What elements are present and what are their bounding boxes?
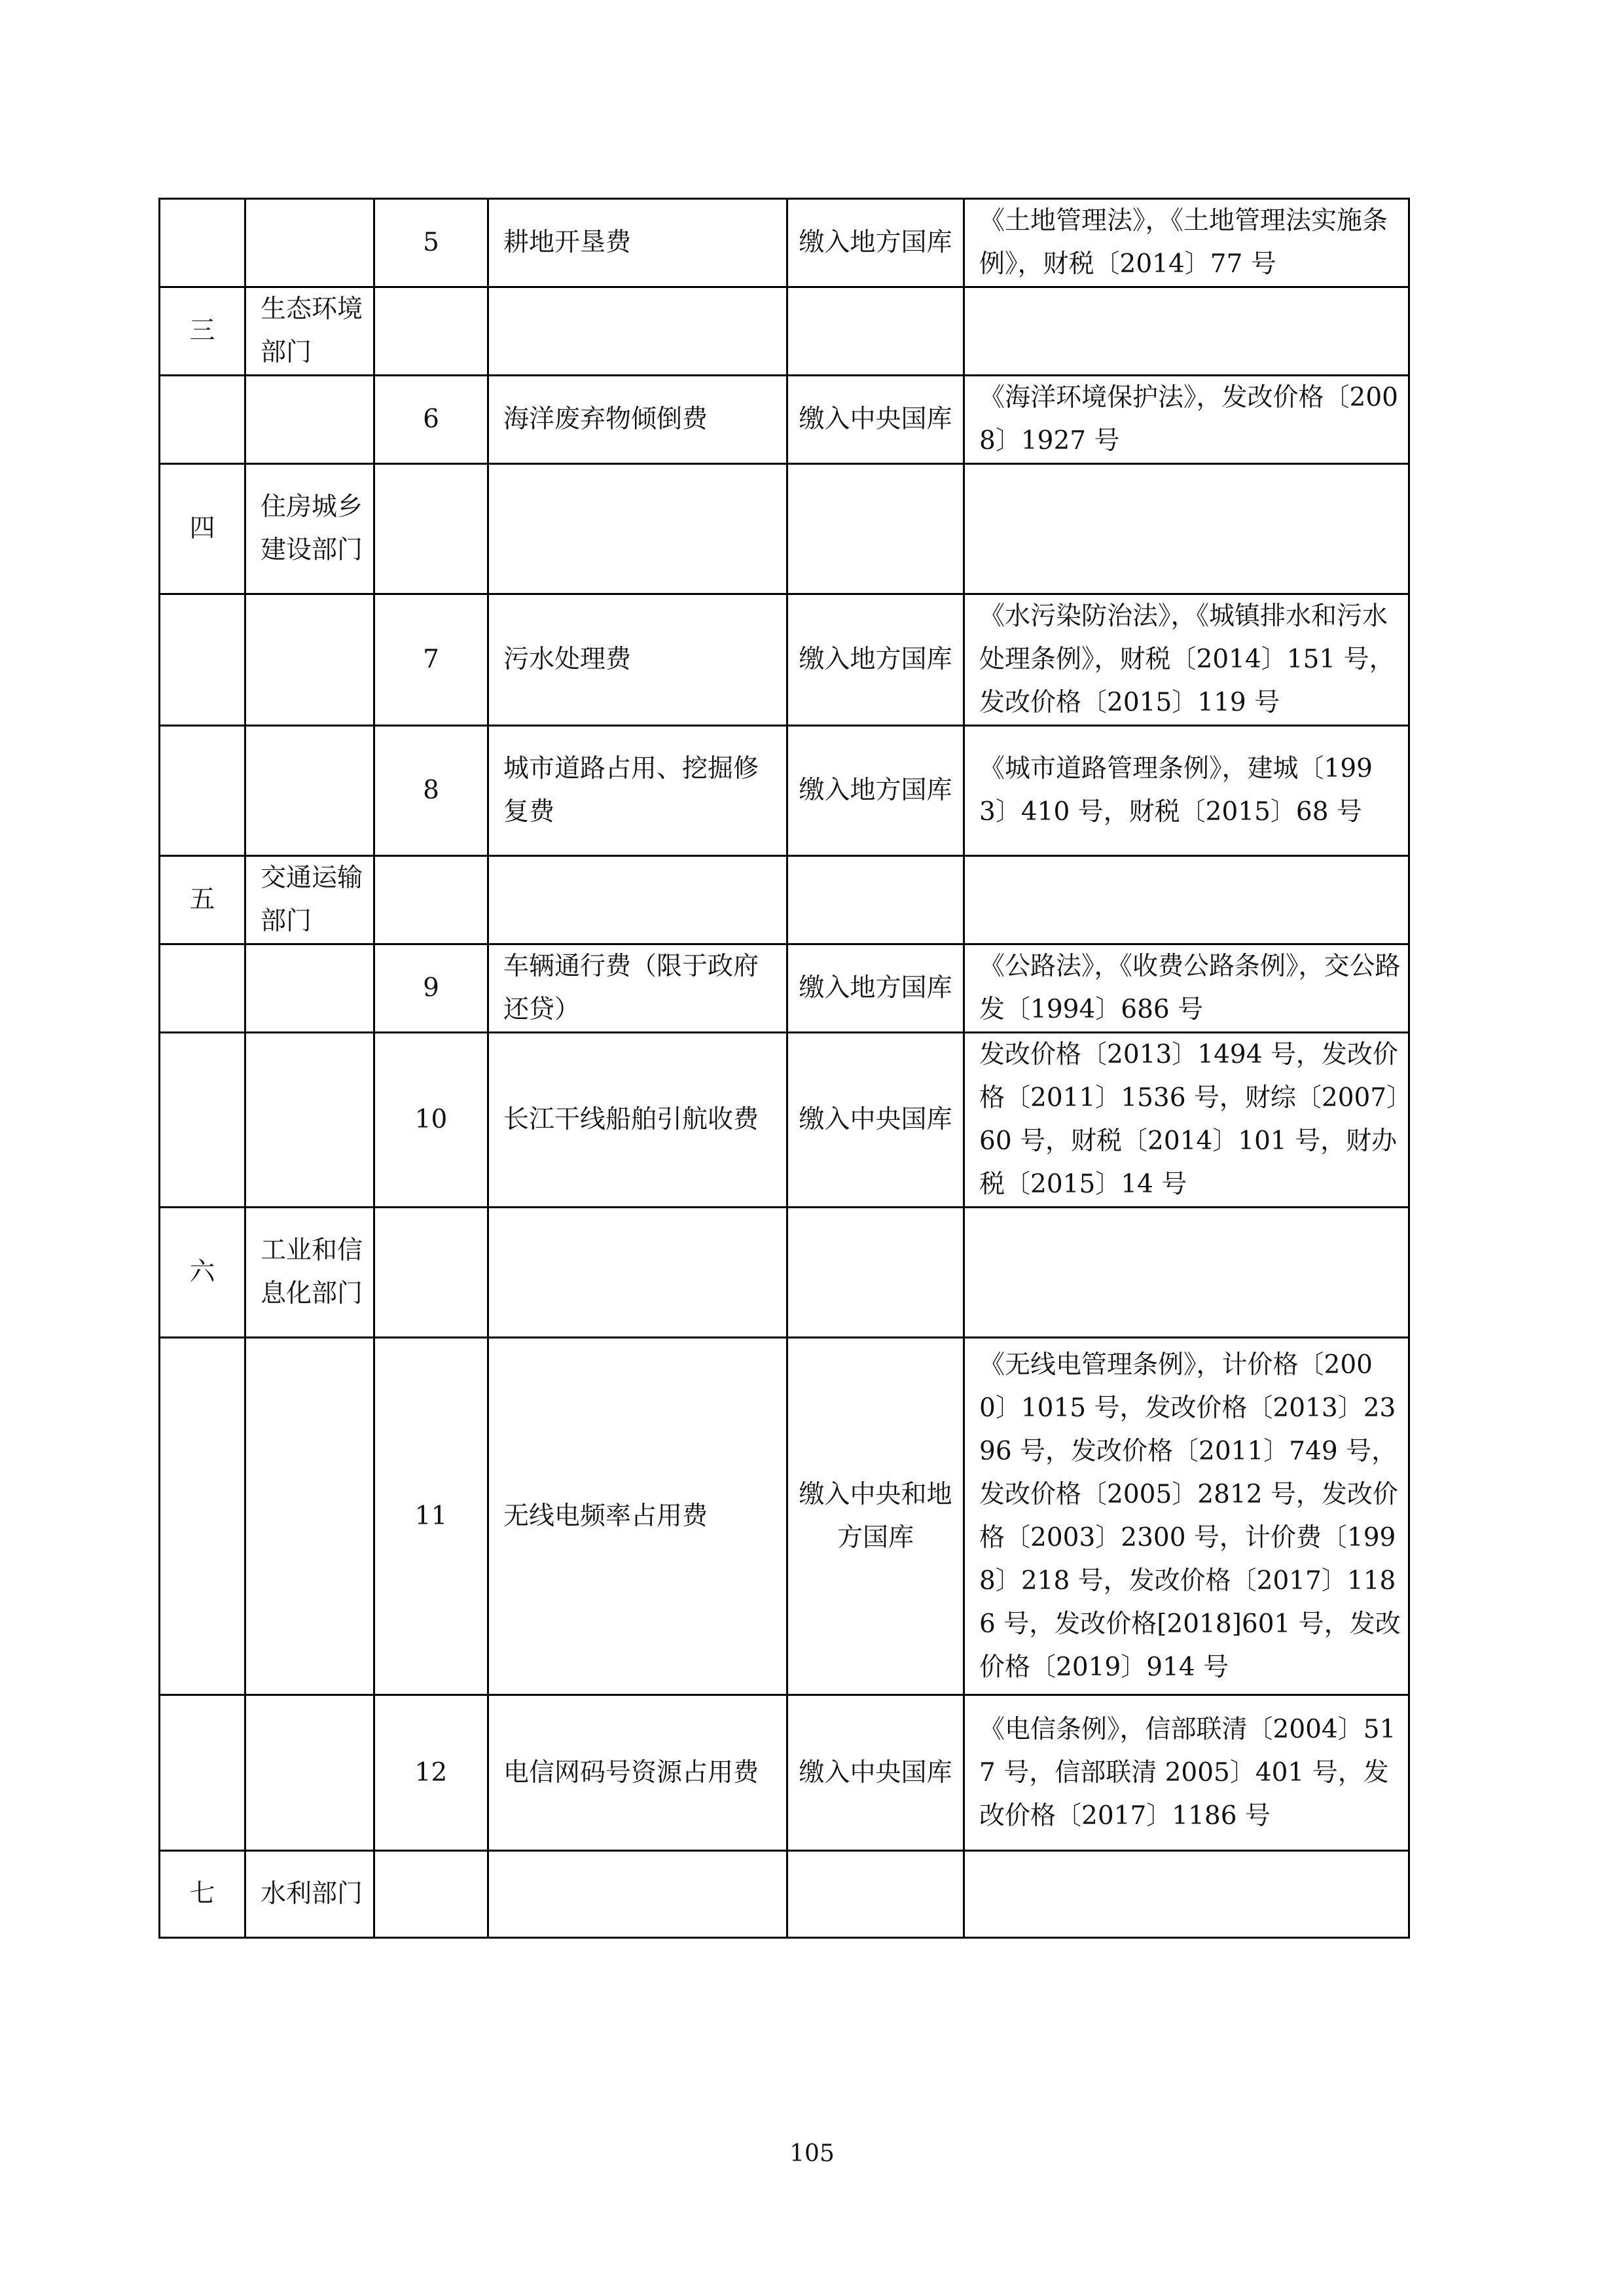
item-name-cell: 无线电频率占用费: [488, 1338, 787, 1695]
item-destination-cell: 缴入地方国库: [787, 199, 964, 287]
dept-name-cell: [245, 594, 374, 726]
item-no-cell: 6: [374, 376, 488, 464]
item-name-cell: [488, 287, 787, 376]
item-no-cell: [374, 464, 488, 594]
item-destination-cell: [787, 1851, 964, 1938]
table-row: [160, 1208, 1409, 1338]
dept-no-cell: [160, 376, 245, 464]
fee-table: [158, 198, 1410, 1939]
table-row: [160, 1695, 1409, 1851]
dept-no-cell: [160, 726, 245, 856]
item-basis-cell: 《海洋环境保护法》，发改价格〔2008〕1927 号: [964, 376, 1409, 464]
dept-no-cell: 三: [160, 287, 245, 376]
dept-name-cell: 交通运输部门: [245, 856, 374, 944]
item-destination-cell: 缴入地方国库: [787, 594, 964, 726]
table-row: [160, 944, 1409, 1033]
item-name-cell: 污水处理费: [488, 594, 787, 726]
table-row: [160, 1033, 1409, 1208]
item-no-cell: 10: [374, 1033, 488, 1208]
dept-name-cell: 生态环境部门: [245, 287, 374, 376]
item-destination-cell: 缴入中央国库: [787, 376, 964, 464]
dept-no-cell: 四: [160, 464, 245, 594]
dept-no-cell: 六: [160, 1208, 245, 1338]
dept-name-cell: [245, 199, 374, 287]
item-destination-cell: [787, 287, 964, 376]
item-name-cell: [488, 464, 787, 594]
table-row: [160, 594, 1409, 726]
item-destination-cell: [787, 856, 964, 944]
item-basis-cell: [964, 287, 1409, 376]
item-no-cell: 5: [374, 199, 488, 287]
item-name-cell: 电信网码号资源占用费: [488, 1695, 787, 1851]
item-basis-cell: 《水污染防治法》，《城镇排水和污水处理条例》，财税〔2014〕151 号，发改价格〔2015〕119 号: [964, 594, 1409, 726]
item-no-cell: 11: [374, 1338, 488, 1695]
item-basis-cell: [964, 464, 1409, 594]
item-destination-cell: [787, 1208, 964, 1338]
table-row: [160, 464, 1409, 594]
item-name-cell: 长江干线船舶引航收费: [488, 1033, 787, 1208]
dept-no-cell: [160, 944, 245, 1033]
dept-name-cell: [245, 376, 374, 464]
item-no-cell: 7: [374, 594, 488, 726]
item-basis-cell: [964, 1208, 1409, 1338]
item-destination-cell: 缴入中央和地方国库: [787, 1338, 964, 1695]
dept-name-cell: 水利部门: [245, 1851, 374, 1938]
item-name-cell: [488, 1208, 787, 1338]
item-basis-cell: [964, 1851, 1409, 1938]
dept-name-cell: [245, 1695, 374, 1851]
table-row: [160, 1338, 1409, 1695]
dept-no-cell: [160, 594, 245, 726]
item-destination-cell: 缴入中央国库: [787, 1033, 964, 1208]
dept-no-cell: [160, 199, 245, 287]
item-basis-cell: 《电信条例》，信部联清〔2004〕517 号，信部联清 2005〕401 号，发改价格〔2017〕1186 号: [964, 1695, 1409, 1851]
item-no-cell: 8: [374, 726, 488, 856]
dept-name-cell: 住房城乡建设部门: [245, 464, 374, 594]
dept-no-cell: [160, 1033, 245, 1208]
page-number: 105: [789, 2140, 835, 2167]
item-no-cell: 12: [374, 1695, 488, 1851]
dept-name-cell: [245, 1338, 374, 1695]
item-basis-cell: 《公路法》，《收费公路条例》，交公路发〔1994〕686 号: [964, 944, 1409, 1033]
item-no-cell: [374, 856, 488, 944]
dept-name-cell: [245, 944, 374, 1033]
item-basis-cell: 《城市道路管理条例》，建城〔1993〕410 号，财税〔2015〕68 号: [964, 726, 1409, 856]
dept-no-cell: [160, 1338, 245, 1695]
item-name-cell: 车辆通行费（限于政府还贷）: [488, 944, 787, 1033]
item-name-cell: 耕地开垦费: [488, 199, 787, 287]
table-row: [160, 726, 1409, 856]
dept-name-cell: [245, 726, 374, 856]
item-destination-cell: 缴入地方国库: [787, 726, 964, 856]
table-row: [160, 856, 1409, 944]
dept-no-cell: [160, 1695, 245, 1851]
item-no-cell: [374, 287, 488, 376]
item-basis-cell: 《土地管理法》，《土地管理法实施条例》，财税〔2014〕77 号: [964, 199, 1409, 287]
item-basis-cell: 《无线电管理条例》，计价格〔2000〕1015 号，发改价格〔2013〕2396 号，发改价格〔2011〕749 号，发改价格〔2005〕2812 号，发改价格〔2003〕2300 号，计价费〔1998〕218 号，发改价格〔2017〕1186 号，发改价格[2018]601 号，发改价格〔2019〕914 号: [964, 1338, 1409, 1695]
dept-name-cell: 工业和信息化部门: [245, 1208, 374, 1338]
table-row: [160, 287, 1409, 376]
item-name-cell: [488, 1851, 787, 1938]
table-row: [160, 376, 1409, 464]
table-row: [160, 199, 1409, 287]
item-destination-cell: [787, 464, 964, 594]
item-name-cell: [488, 856, 787, 944]
item-name-cell: 海洋废弃物倾倒费: [488, 376, 787, 464]
item-name-cell: 城市道路占用、挖掘修复费: [488, 726, 787, 856]
item-destination-cell: 缴入中央国库: [787, 1695, 964, 1851]
dept-no-cell: 五: [160, 856, 245, 944]
table-row: [160, 1851, 1409, 1938]
dept-no-cell: 七: [160, 1851, 245, 1938]
item-no-cell: [374, 1208, 488, 1338]
item-basis-cell: 发改价格〔2013〕1494 号，发改价格〔2011〕1536 号，财综〔2007〕60 号，财税〔2014〕101 号，财办税〔2015〕14 号: [964, 1033, 1409, 1208]
item-no-cell: [374, 1851, 488, 1938]
item-basis-cell: [964, 856, 1409, 944]
item-no-cell: 9: [374, 944, 488, 1033]
item-destination-cell: 缴入地方国库: [787, 944, 964, 1033]
dept-name-cell: [245, 1033, 374, 1208]
